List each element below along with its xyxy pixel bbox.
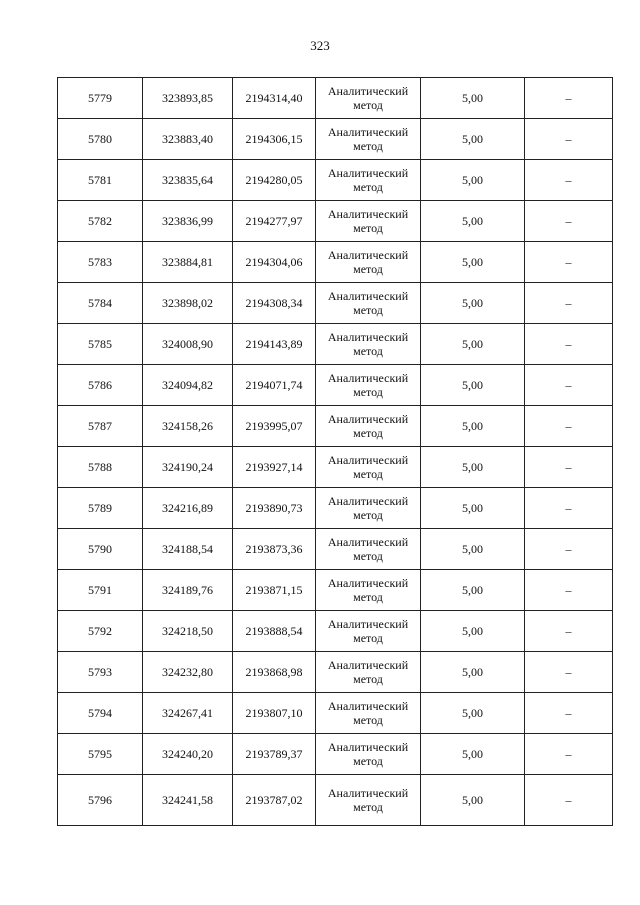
point-number-cell: 5789	[58, 488, 143, 529]
y-coordinate-cell: 2193787,02	[233, 775, 316, 826]
method-cell: Аналитический метод	[316, 734, 421, 775]
y-coordinate-cell: 2193873,36	[233, 529, 316, 570]
point-number-cell: 5780	[58, 119, 143, 160]
error-cell: 5,00	[421, 242, 525, 283]
note-cell: –	[525, 283, 613, 324]
note-cell: –	[525, 406, 613, 447]
y-coordinate-cell: 2193995,07	[233, 406, 316, 447]
table-row	[58, 488, 613, 529]
error-cell: 5,00	[421, 201, 525, 242]
error-cell: 5,00	[421, 406, 525, 447]
error-cell: 5,00	[421, 365, 525, 406]
method-cell: Аналитический метод	[316, 611, 421, 652]
method-cell: Аналитический метод	[316, 324, 421, 365]
y-coordinate-cell: 2194143,89	[233, 324, 316, 365]
x-coordinate-cell: 324241,58	[143, 775, 233, 826]
point-number-cell: 5792	[58, 611, 143, 652]
table-row	[58, 693, 613, 734]
x-coordinate-cell: 324218,50	[143, 611, 233, 652]
point-number-cell: 5779	[58, 78, 143, 119]
note-cell: –	[525, 693, 613, 734]
x-coordinate-cell: 323836,99	[143, 201, 233, 242]
note-cell: –	[525, 365, 613, 406]
note-cell: –	[525, 488, 613, 529]
point-number-cell: 5795	[58, 734, 143, 775]
point-number-cell: 5796	[58, 775, 143, 826]
note-cell: –	[525, 652, 613, 693]
x-coordinate-cell: 324240,20	[143, 734, 233, 775]
error-cell: 5,00	[421, 693, 525, 734]
table-row	[58, 734, 613, 775]
table-row	[58, 160, 613, 201]
y-coordinate-cell: 2194304,06	[233, 242, 316, 283]
method-cell: Аналитический метод	[316, 119, 421, 160]
x-coordinate-cell: 323884,81	[143, 242, 233, 283]
table-row	[58, 406, 613, 447]
error-cell: 5,00	[421, 324, 525, 365]
error-cell: 5,00	[421, 611, 525, 652]
x-coordinate-cell: 324267,41	[143, 693, 233, 734]
point-number-cell: 5787	[58, 406, 143, 447]
error-cell: 5,00	[421, 570, 525, 611]
method-cell: Аналитический метод	[316, 242, 421, 283]
point-number-cell: 5790	[58, 529, 143, 570]
y-coordinate-cell: 2193807,10	[233, 693, 316, 734]
method-cell: Аналитический метод	[316, 78, 421, 119]
method-cell: Аналитический метод	[316, 365, 421, 406]
x-coordinate-cell: 324008,90	[143, 324, 233, 365]
note-cell: –	[525, 775, 613, 826]
x-coordinate-cell: 324190,24	[143, 447, 233, 488]
method-cell: Аналитический метод	[316, 488, 421, 529]
note-cell: –	[525, 78, 613, 119]
note-cell: –	[525, 119, 613, 160]
point-number-cell: 5794	[58, 693, 143, 734]
note-cell: –	[525, 734, 613, 775]
note-cell: –	[525, 324, 613, 365]
error-cell: 5,00	[421, 447, 525, 488]
x-coordinate-cell: 324216,89	[143, 488, 233, 529]
error-cell: 5,00	[421, 78, 525, 119]
y-coordinate-cell: 2194314,40	[233, 78, 316, 119]
error-cell: 5,00	[421, 119, 525, 160]
point-number-cell: 5782	[58, 201, 143, 242]
point-number-cell: 5784	[58, 283, 143, 324]
error-cell: 5,00	[421, 775, 525, 826]
table-row	[58, 611, 613, 652]
note-cell: –	[525, 529, 613, 570]
point-number-cell: 5793	[58, 652, 143, 693]
page-number: 323	[310, 38, 330, 53]
point-number-cell: 5785	[58, 324, 143, 365]
table-row	[58, 652, 613, 693]
x-coordinate-cell: 324189,76	[143, 570, 233, 611]
x-coordinate-cell: 323893,85	[143, 78, 233, 119]
y-coordinate-cell: 2194277,97	[233, 201, 316, 242]
y-coordinate-cell: 2193890,73	[233, 488, 316, 529]
x-coordinate-cell: 324188,54	[143, 529, 233, 570]
y-coordinate-cell: 2193789,37	[233, 734, 316, 775]
note-cell: –	[525, 160, 613, 201]
point-number-cell: 5783	[58, 242, 143, 283]
table-row	[58, 775, 613, 826]
x-coordinate-cell: 323898,02	[143, 283, 233, 324]
method-cell: Аналитический метод	[316, 652, 421, 693]
y-coordinate-cell: 2193888,54	[233, 611, 316, 652]
error-cell: 5,00	[421, 160, 525, 201]
error-cell: 5,00	[421, 652, 525, 693]
note-cell: –	[525, 201, 613, 242]
x-coordinate-cell: 323835,64	[143, 160, 233, 201]
method-cell: Аналитический метод	[316, 693, 421, 734]
point-number-cell: 5788	[58, 447, 143, 488]
point-number-cell: 5791	[58, 570, 143, 611]
y-coordinate-cell: 2193871,15	[233, 570, 316, 611]
point-number-cell: 5786	[58, 365, 143, 406]
note-cell: –	[525, 611, 613, 652]
note-cell: –	[525, 570, 613, 611]
method-cell: Аналитический метод	[316, 201, 421, 242]
table-row	[58, 201, 613, 242]
y-coordinate-cell: 2193868,98	[233, 652, 316, 693]
error-cell: 5,00	[421, 488, 525, 529]
table-row	[58, 283, 613, 324]
y-coordinate-cell: 2194280,05	[233, 160, 316, 201]
x-coordinate-cell: 324094,82	[143, 365, 233, 406]
method-cell: Аналитический метод	[316, 406, 421, 447]
table-row	[58, 242, 613, 283]
method-cell: Аналитический метод	[316, 447, 421, 488]
table-row	[58, 78, 613, 119]
x-coordinate-cell: 324158,26	[143, 406, 233, 447]
coordinates-table	[57, 77, 613, 826]
method-cell: Аналитический метод	[316, 570, 421, 611]
error-cell: 5,00	[421, 283, 525, 324]
x-coordinate-cell: 323883,40	[143, 119, 233, 160]
x-coordinate-cell: 324232,80	[143, 652, 233, 693]
error-cell: 5,00	[421, 734, 525, 775]
table-row	[58, 324, 613, 365]
method-cell: Аналитический метод	[316, 160, 421, 201]
table-row	[58, 119, 613, 160]
point-number-cell: 5781	[58, 160, 143, 201]
y-coordinate-cell: 2194071,74	[233, 365, 316, 406]
table-row	[58, 365, 613, 406]
y-coordinate-cell: 2193927,14	[233, 447, 316, 488]
note-cell: –	[525, 447, 613, 488]
table-row	[58, 570, 613, 611]
table-row	[58, 529, 613, 570]
method-cell: Аналитический метод	[316, 775, 421, 826]
table-row	[58, 447, 613, 488]
note-cell: –	[525, 242, 613, 283]
method-cell: Аналитический метод	[316, 529, 421, 570]
error-cell: 5,00	[421, 529, 525, 570]
y-coordinate-cell: 2194308,34	[233, 283, 316, 324]
y-coordinate-cell: 2194306,15	[233, 119, 316, 160]
method-cell: Аналитический метод	[316, 283, 421, 324]
